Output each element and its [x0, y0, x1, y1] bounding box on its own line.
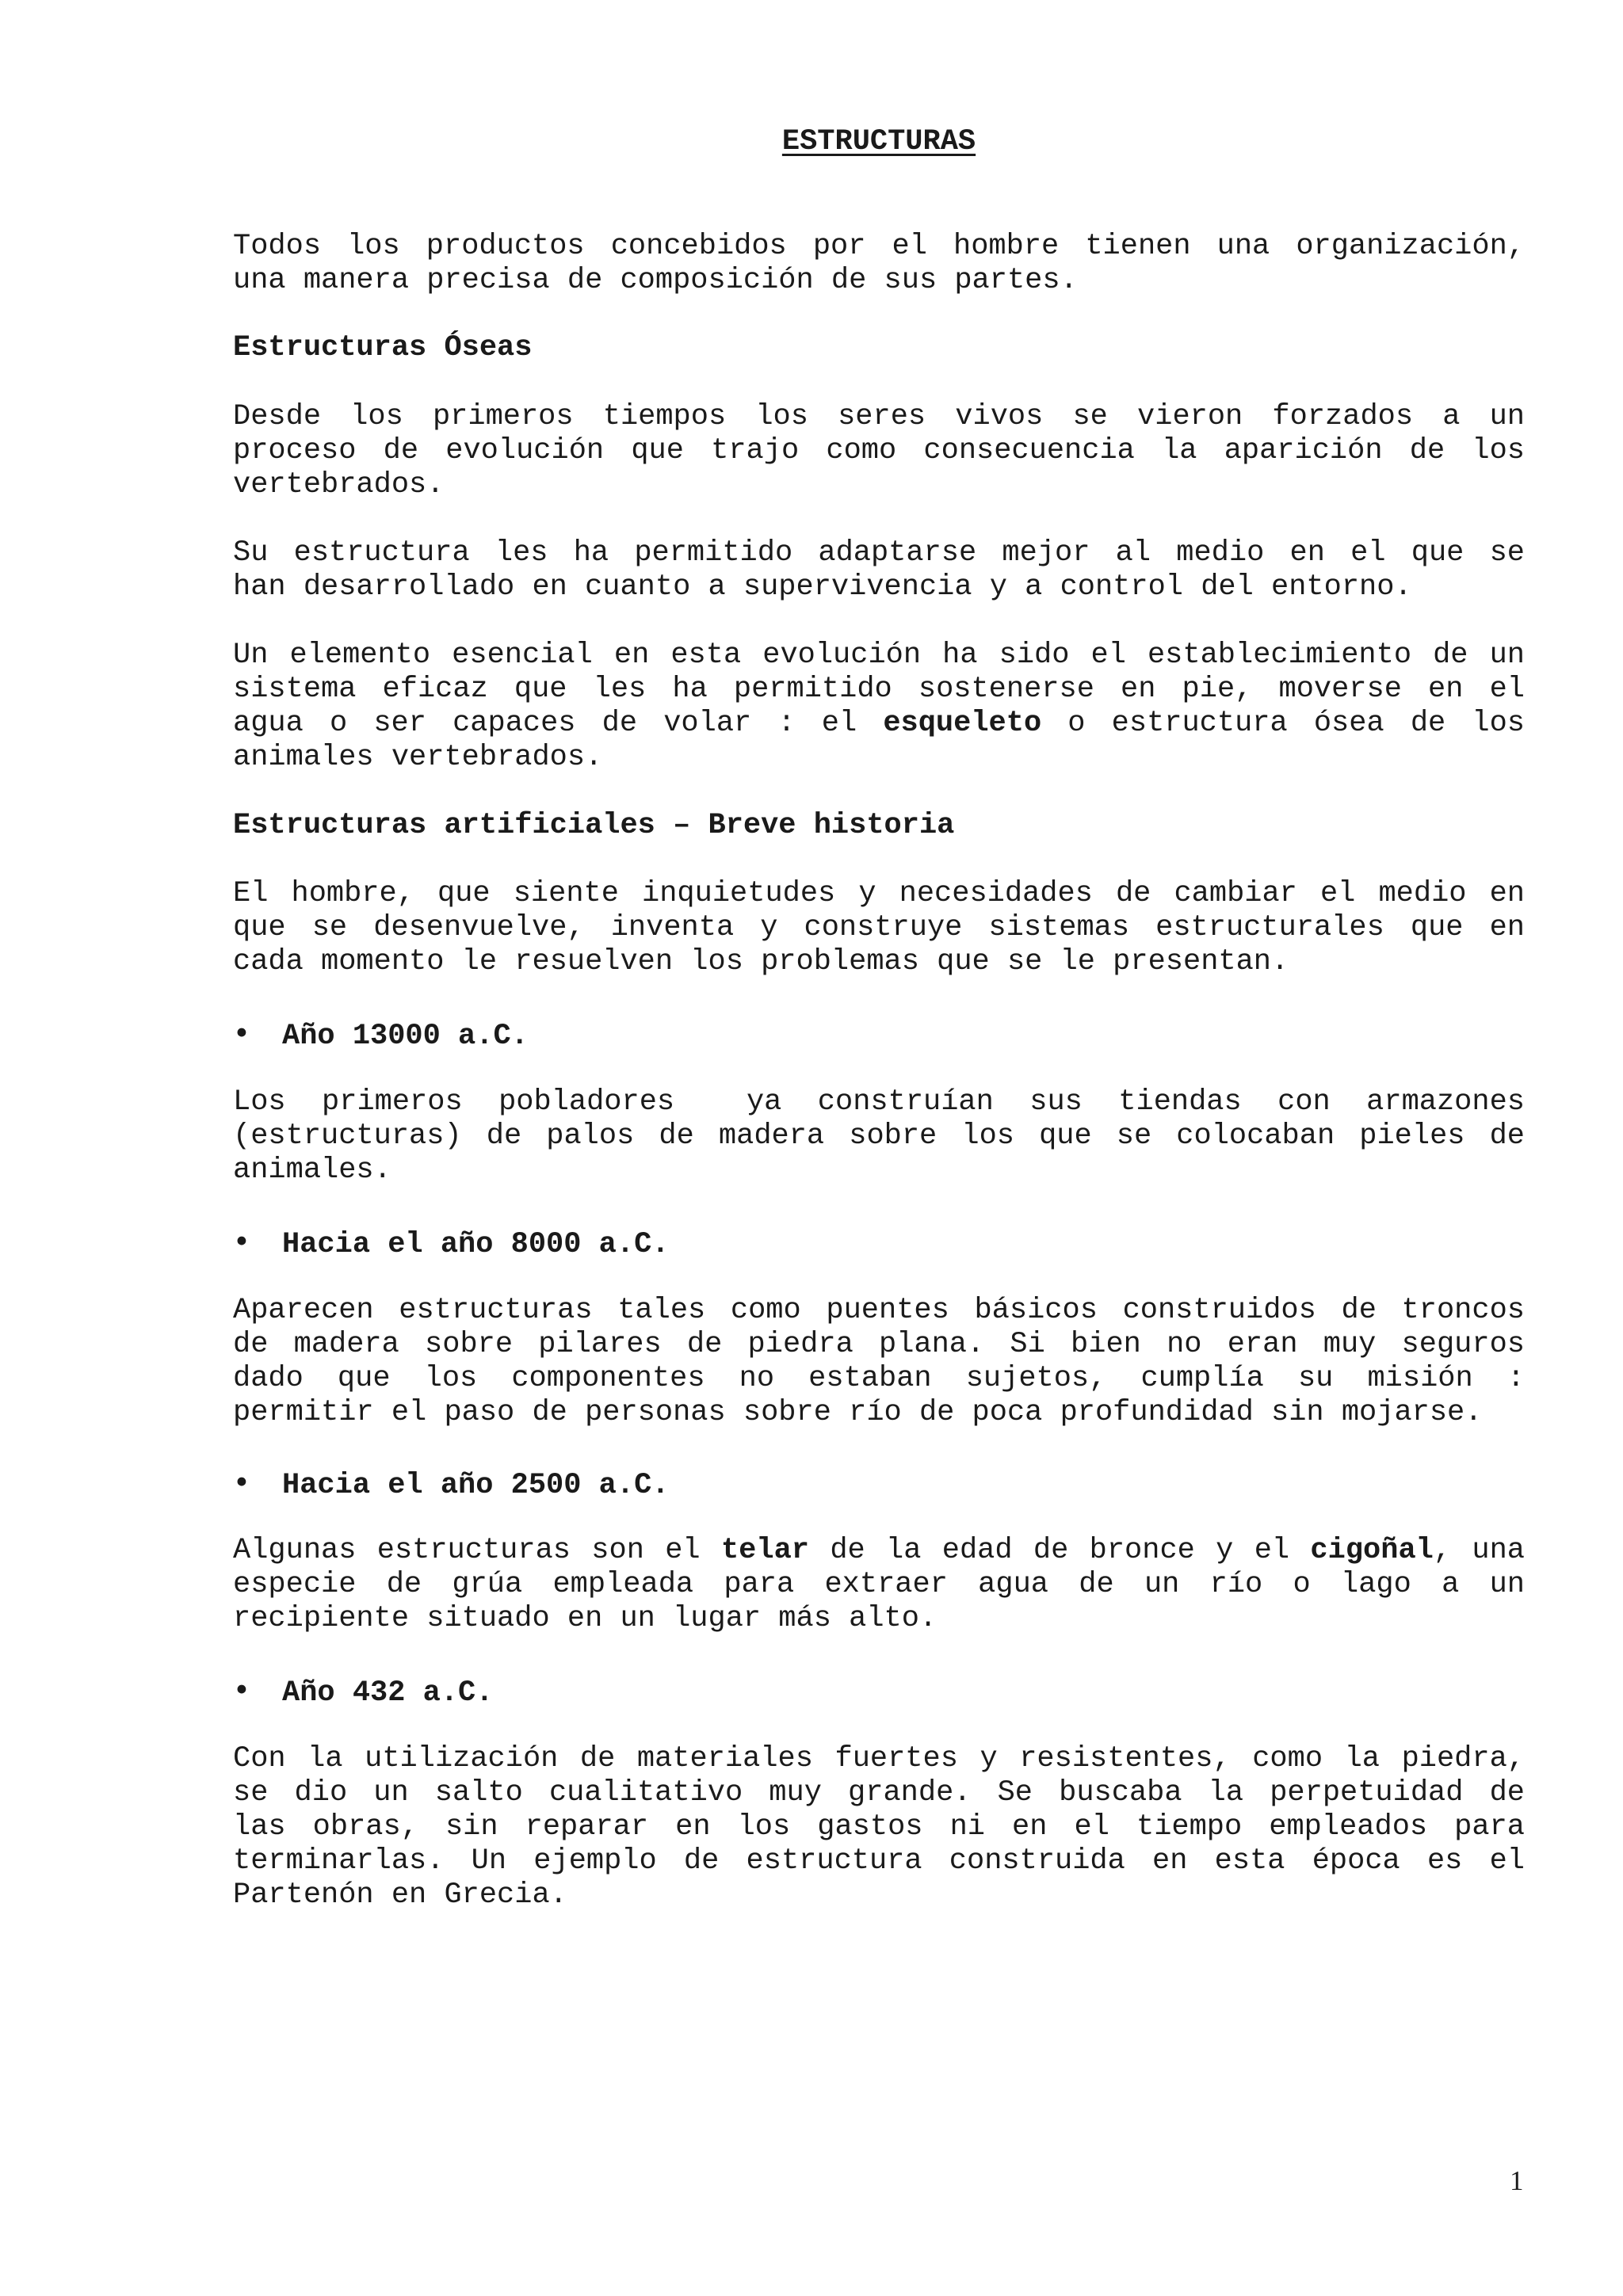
text-line — [233, 1534, 1525, 1568]
paragraph — [233, 877, 1525, 979]
text-line: de madera sobre pilares de piedra plana. Si bien no eran muy seguros — [233, 1328, 1525, 1361]
document-title: ESTRUCTURAS — [781, 125, 976, 158]
paragraph — [233, 400, 1525, 502]
bullet-icon: • — [233, 1466, 250, 1500]
text-line: que se desenvuelve, inventa y construye sistemas estructurales que en — [233, 911, 1525, 944]
text-line: cada momento le resuelven los problemas que se le presentan. — [233, 945, 1289, 978]
bullet-icon: • — [233, 1225, 250, 1259]
text-line: (estructuras) de palos de madera sobre los que se colocaban pieles de — [233, 1119, 1525, 1153]
text-line: Desde los primeros tiempos los seres vivos se vieron forzados a un — [233, 400, 1525, 433]
bullet-icon: • — [233, 1016, 250, 1051]
text-line: Todos los productos concebidos por el hombre tienen una organización, — [233, 230, 1525, 263]
text-run: agua o ser capaces de volar : el — [233, 707, 884, 740]
paragraph — [233, 639, 1525, 775]
text-line: dado que los componentes no estaban sujetos, cumplía su misión : — [233, 1362, 1525, 1395]
text-run: de la edad de bronce y el — [809, 1534, 1311, 1567]
intro-paragraph — [233, 230, 1525, 298]
section-heading-estructuras-oseas: Estructuras Óseas — [233, 331, 533, 364]
text-line: Partenón en Grecia. — [233, 1878, 567, 1912]
timeline-entry-title — [233, 1466, 669, 1503]
text-line: las obras, sin reparar en los gastos ni en el tiempo empleados para — [233, 1810, 1525, 1844]
text-line: una manera precisa de composición de sus partes. — [233, 264, 1078, 297]
timeline-entry-title — [233, 1016, 529, 1054]
text-line: han desarrollado en cuanto a supervivencia y a control del entorno. — [233, 570, 1412, 604]
text-line: sistema eficaz que les ha permitido sostenerse en pie, moverse en el — [233, 673, 1525, 706]
text-line: animales. — [233, 1154, 391, 1187]
text-line: El hombre, que siente inquietudes y necesidades de cambiar el medio en — [233, 877, 1525, 910]
text-run: o estructura ósea de los — [1041, 707, 1525, 740]
entry-title: Año 432 a.C. — [282, 1676, 494, 1710]
paragraph — [233, 1742, 1525, 1913]
bold-term-esqueleto: esqueleto — [883, 707, 1042, 740]
timeline-entry-title — [233, 1673, 493, 1711]
text-line: proceso de evolución que trajo como consecuencia la aparición de los — [233, 434, 1525, 467]
text-line: Su estructura les ha permitido adaptarse mejor al medio en el que se — [233, 536, 1525, 570]
text-line: especie de grúa empleada para extraer agua de un río o lago a un — [233, 1568, 1525, 1601]
entry-title: Hacia el año 2500 a.C. — [282, 1469, 670, 1502]
text-line: vertebrados. — [233, 468, 445, 502]
text-line: Los primeros pobladores ya construían sus tiendas con armazones — [233, 1085, 1525, 1119]
section-heading-estructuras-artificiales: Estructuras artificiales – Breve historia — [233, 809, 955, 842]
bold-term-cigonal: cigoñal — [1310, 1534, 1434, 1567]
text-line: Un elemento esencial en esta evolución ha sido el establecimiento de un — [233, 639, 1525, 672]
text-line: animales vertebrados. — [233, 741, 603, 774]
entry-title: Año 13000 a.C. — [282, 1020, 529, 1053]
text-line: permitir el paso de personas sobre río de poca profundidad sin mojarse. — [233, 1396, 1483, 1429]
paragraph — [233, 1085, 1525, 1188]
paragraph — [233, 1534, 1525, 1636]
text-line: se dio un salto cualitativo muy grande. Se buscaba la perpetuidad de — [233, 1776, 1525, 1810]
timeline-entry-title — [233, 1225, 669, 1262]
page-number: 1 — [1510, 2165, 1524, 2196]
paragraph — [233, 536, 1525, 605]
text-line: terminarlas. Un ejemplo de estructura construida en esta época es el — [233, 1844, 1525, 1878]
entry-title: Hacia el año 8000 a.C. — [282, 1228, 670, 1261]
paragraph — [233, 1294, 1525, 1430]
bold-term-telar: telar — [720, 1534, 809, 1567]
text-line: Aparecen estructuras tales como puentes básicos construidos de troncos — [233, 1294, 1525, 1327]
text-run: Algunas estructuras son el — [233, 1534, 721, 1567]
bullet-icon: • — [233, 1673, 250, 1707]
text-line: Con la utilización de materiales fuertes y resistentes, como la piedra, — [233, 1742, 1525, 1775]
text-line: recipiente situado en un lugar más alto. — [233, 1602, 938, 1635]
text-run: , una — [1433, 1534, 1525, 1567]
text-line — [233, 707, 1525, 741]
